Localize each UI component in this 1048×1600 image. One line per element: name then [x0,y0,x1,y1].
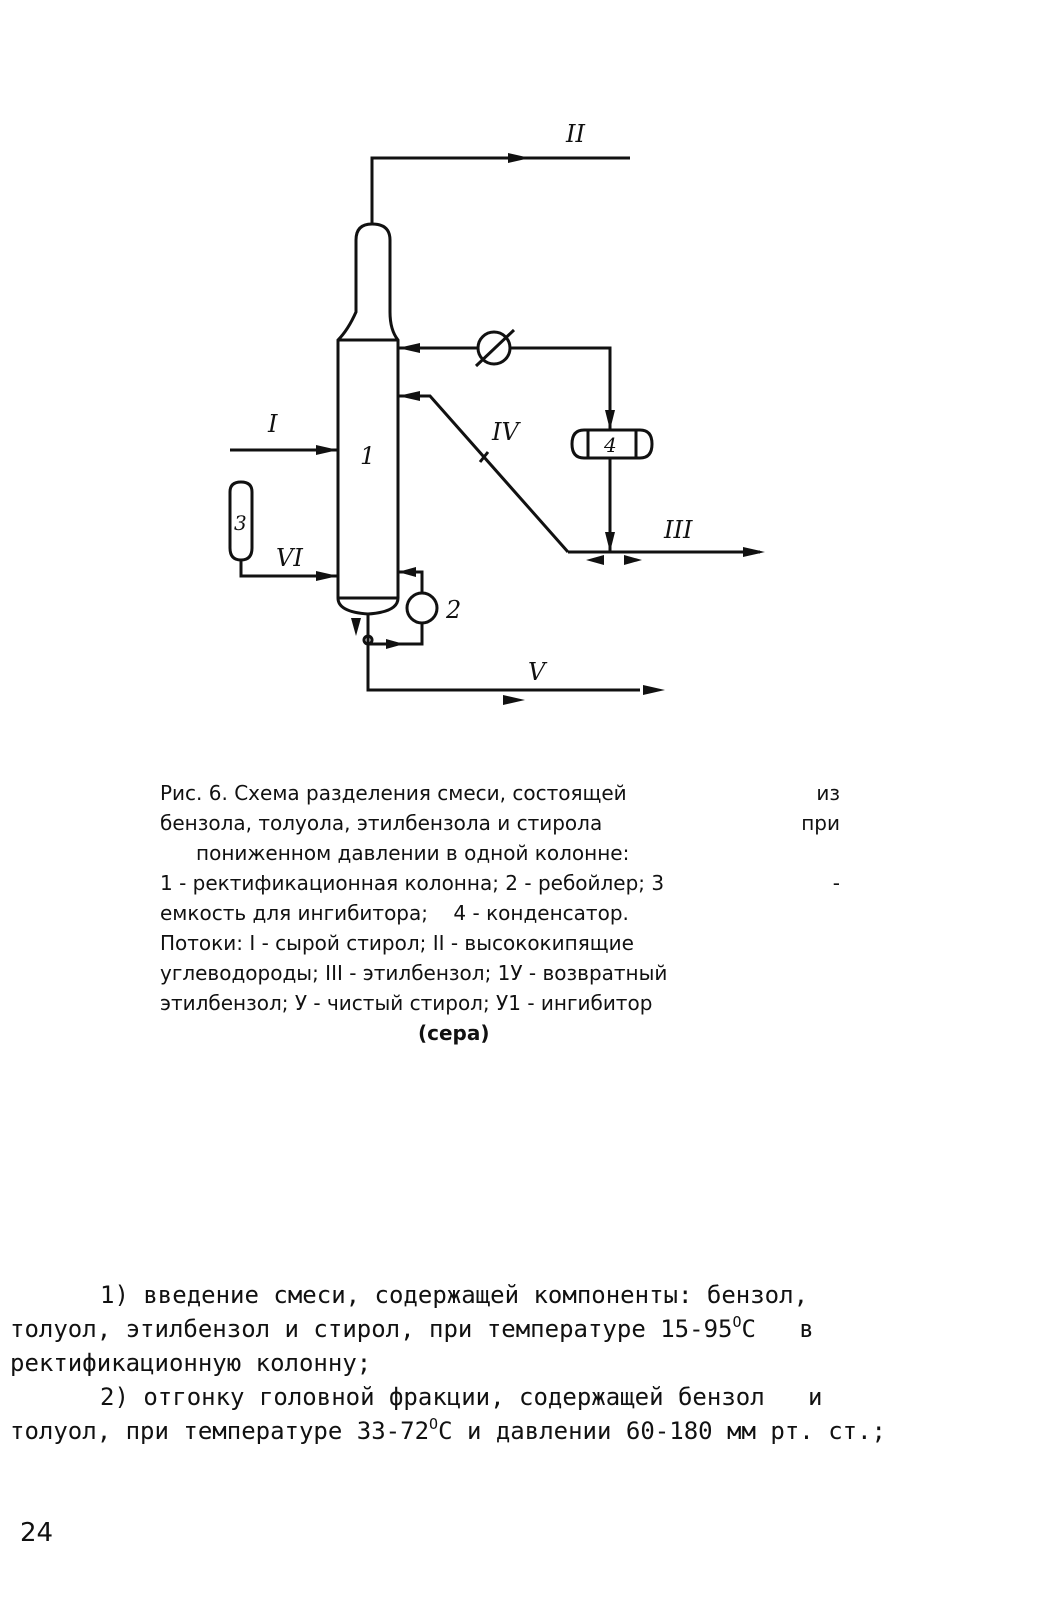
caption-line: Потоки: I - сырой стирол; II - высококипящие [160,931,634,955]
condenser-line [510,348,610,430]
paragraph-line: 1) введение смеси, содержащей компоненты: бензол, [100,1281,809,1309]
reboiler-2 [407,593,437,623]
text-fragment: толуол, при температуре 33-72 [10,1417,430,1445]
body-text [10,1278,960,1448]
distillation-column [338,224,398,614]
caption-line [160,778,840,808]
flow-arrows [316,153,765,705]
page-number: 24 [20,1518,54,1548]
caption-line [160,868,840,898]
stream-v-line [368,614,640,690]
stream-ii-line [372,158,630,224]
unit-3-label: 3 [234,511,247,535]
stream-ii-label: II [566,120,585,148]
paragraph-line [10,1312,960,1346]
degree-mark: O [429,1415,439,1433]
paragraph-line: 2) отгонку головной фракции, содержащей бензол и [100,1383,823,1411]
caption-line: этилбензол; У - чистый стирол; У1 - ингибитор [160,991,653,1015]
text-fragment: толуол, этилбензол и стирол, при температуре 15-95 [10,1315,733,1343]
caption-text: из [816,781,840,805]
unit-4-label: 4 [604,433,617,457]
caption-text: при [801,811,840,835]
caption-text: 1 - ректификационная колонна; 2 - ребойлер; 3 [160,871,665,895]
stream-iii-label: III [664,516,693,544]
unit-2-label: 2 [446,596,462,624]
caption-line: (сера) [418,1021,490,1045]
caption-text: - [832,871,840,895]
stream-iv-line [398,396,568,552]
caption-line [160,808,840,838]
caption-text: бензола, толуола, этилбензола и стирола [160,811,603,835]
reboiler-feed-line [368,623,422,644]
paragraph-line [10,1414,960,1448]
figure-caption [160,778,840,1048]
degree-mark: O [732,1313,742,1331]
caption-line: углеводороды; III - этилбензол; 1У - возвратный [160,961,668,985]
text-fragment: C и давлении 60-180 мм рт. ст.; [438,1417,886,1445]
caption-text: Рис. 6. Схема разделения смеси, состоящей [160,781,627,805]
process-flow-diagram [0,0,1048,760]
caption-line: пониженном давлении в одной колонне: [196,841,630,865]
stream-iv-label: IV [492,418,519,446]
stream-v-label: V [528,658,546,686]
text-fragment: C в [741,1315,814,1343]
unit-1-label: 1 [360,442,376,470]
stream-vi-label: VI [276,544,303,572]
stream-i-label: I [268,410,278,438]
paragraph-line: ректификационную колонну; [10,1349,372,1377]
caption-line: емкость для ингибитора; 4 - конденсатор. [160,901,629,925]
